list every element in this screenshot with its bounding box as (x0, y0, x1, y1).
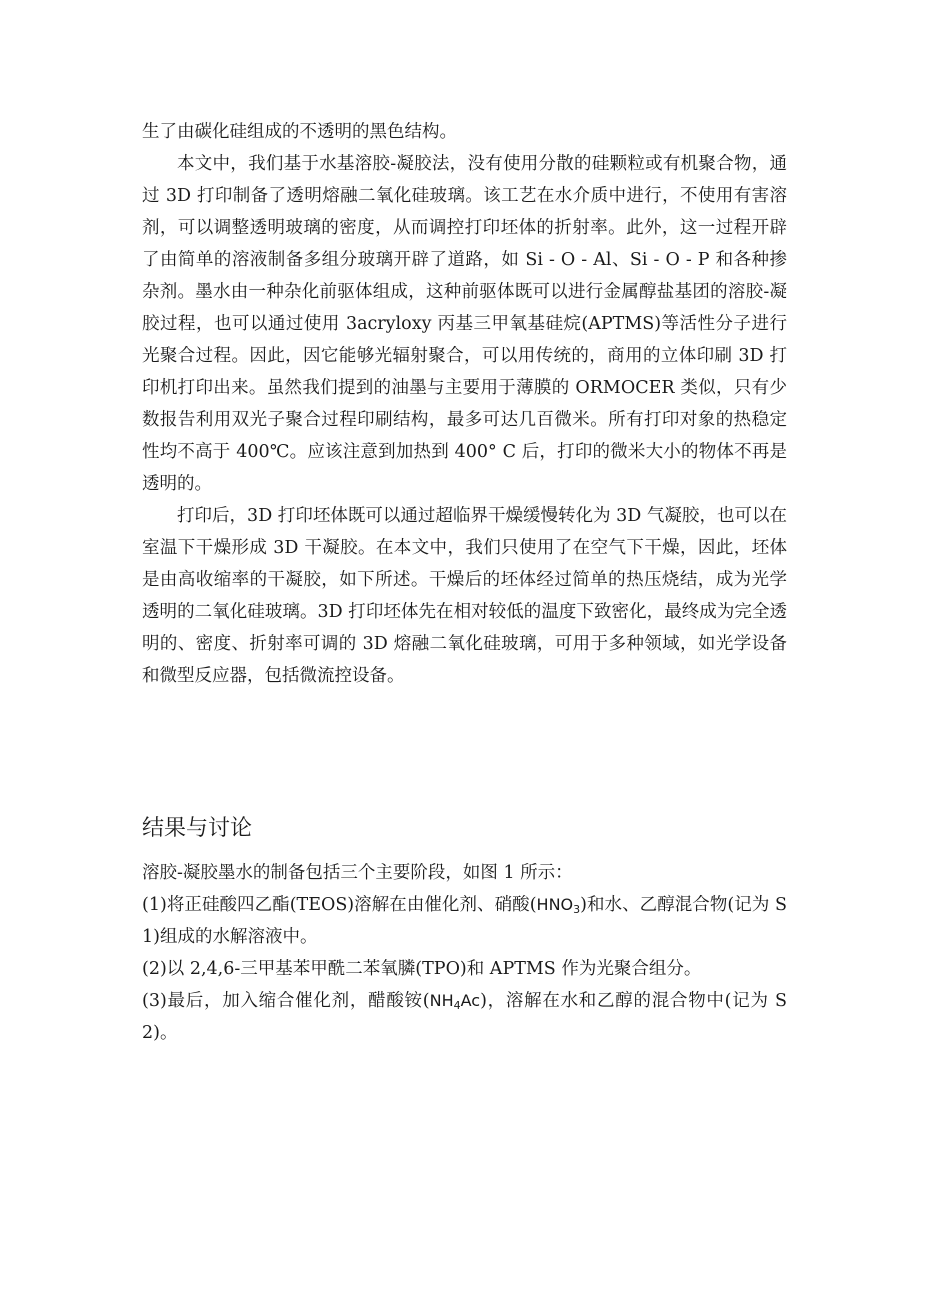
step-1-text-before: (1)将正硅酸四乙酯(TEOS)溶解在由催化剂、硝酸( (142, 895, 537, 915)
step-1 (142, 889, 787, 953)
step-1-text-after: )和水、乙醇混合物(记为 S1)组成的水解溶液中。 (142, 895, 787, 947)
formula-nitric-acid-subscript: 3 (573, 903, 581, 916)
formula-ammonium-acetate-subscript: 4 (453, 999, 461, 1012)
paragraph-introduction: 本文中，我们基于水基溶胶-凝胶法，没有使用分散的硅颗粒或有机聚合物，通过 3D 打印制备了透明熔融二氧化硅玻璃。该工艺在水介质中进行，不使用有害溶剂，可以调整透明玻璃的密度，从而调控打印坯体的折射率。此外，这一过程开辟了由简单的溶液制备多组分玻璃开辟了道路，如 Si - O - Al、Si - O - P 和各种掺杂剂。墨水由一种杂化前驱体组成，这种前驱体既可以进行金属醇盐基团的溶胶-凝胶过程，也可以通过使用 3acryloxy 丙基三甲氧基硅烷(APTMS)等活性分子进行光聚合过程。因此，因它能够光辐射聚合，可以用传统的，商用的立体印刷 3D 打印机打印出来。虽然我们提到的油墨与主要用于薄膜的 ORMOCER 类似，只有少数报告利用双光子聚合过程印刷结构，最多可达几百微米。所有打印对象的热稳定性均不高于 400℃。应该注意到加热到 400° C 后，打印的微米大小的物体不再是透明的。 (142, 154, 787, 494)
paragraph-continuation: 生了由碳化硅组成的不透明的黑色结构。 (142, 122, 457, 142)
formula-ammonium-acetate-main: NH (429, 991, 454, 1010)
formula-nitric-acid-main: HNO (536, 895, 574, 914)
formula-nitric-acid (537, 895, 581, 914)
step-3 (142, 985, 787, 1049)
step-2: (2)以 2,4,6-三甲基苯甲酰二苯氧膦(TPO)和 APTMS 作为光聚合组分。 (142, 959, 702, 979)
steps-intro: 溶胶-凝胶墨水的制备包括三个主要阶段，如图 1 所示： (142, 863, 573, 883)
ink-preparation-steps (142, 857, 787, 1049)
body-text (142, 116, 787, 692)
paragraph-printing-process: 打印后，3D 打印坯体既可以通过超临界干燥缓慢转化为 3D 气凝胶，也可以在室温下干燥形成 3D 干凝胶。在本文中，我们只使用了在空气下干燥，因此，坯体是由高收缩率的干凝胶，如下所述。干燥后的坯体经过简单的热压烧结，成为光学透明的二氧化硅玻璃。3D 打印坯体先在相对较低的温度下致密化，最终成为完全透明的、密度、折射率可调的 3D 熔融二氧化硅玻璃，可用于多种领域，如光学设备和微型反应器，包括微流控设备。 (142, 506, 787, 686)
section-heading: 结果与讨论 (142, 816, 253, 841)
step-3-text-before: (3)最后，加入缩合催化剂，醋酸铵( (142, 991, 430, 1011)
step-3-text-after: )，溶解在水和乙醇的混合物中(记为 S2)。 (142, 991, 787, 1043)
formula-ammonium-acetate-tail: Ac (460, 991, 481, 1010)
formula-ammonium-acetate (430, 991, 480, 1010)
